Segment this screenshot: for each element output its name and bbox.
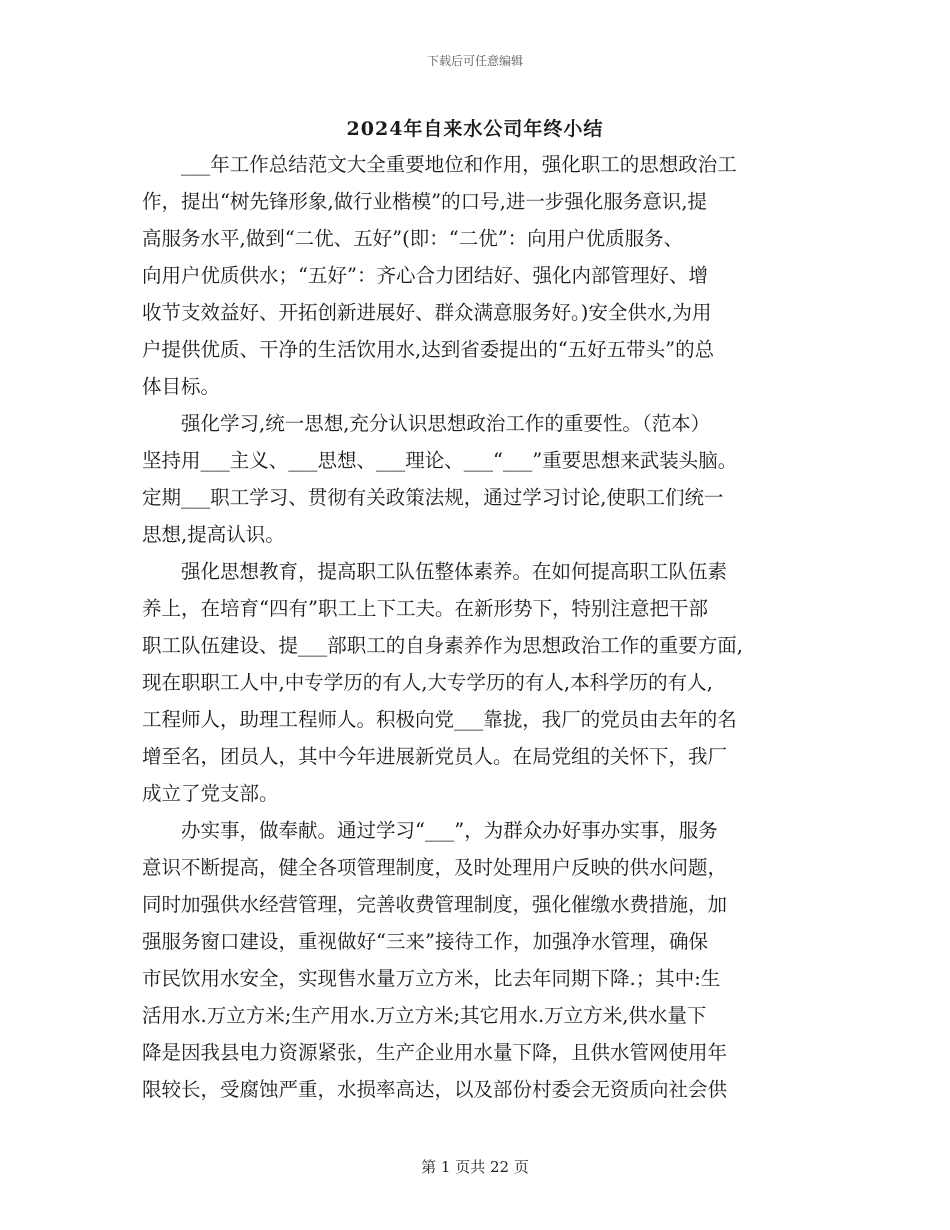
paragraph-line: 工程师人，助理工程师人。积极向党___靠拢，我厂的党员由去年的名 xyxy=(142,708,737,731)
paragraph xyxy=(142,146,807,405)
document-title: 2024年自来水公司年终小结 xyxy=(346,118,604,140)
paragraph-line: 高服务水平,做到“二优、五好”(即：“二优”：向用户优质服务、 xyxy=(142,227,684,250)
paragraph-line: 定期___职工学习、贯彻有关政策法规，通过学习讨论,使职工们统一 xyxy=(142,486,724,509)
paragraph-line: 思想,提高认识。 xyxy=(142,523,285,546)
paragraph-line: 意识不断提高，健全各项管理制度，及时处理用户反映的供水问题， xyxy=(142,856,728,879)
paragraph-line: 办实事，做奉献。通过学习“___”，为群众办好事办实事，服务 xyxy=(142,819,718,842)
paragraph-line: 现在职职工人中,中专学历的有人,大专学历的有人,本科学历的有人, xyxy=(142,671,713,694)
paragraph-line: 向用户优质供水；“五好”：齐心合力团结好、强化内部管理好、增 xyxy=(142,264,708,287)
paragraph-line: 强服务窗口建设，重视做好“三来”接待工作，加强净水管理，确保 xyxy=(142,930,708,953)
paragraph-line: 强化思想教育，提高职工队伍整体素养。在如何提高职工队伍素 xyxy=(142,560,728,583)
paragraph-line: 养上，在培育“四有”职工上下工夫。在新形势下，特别注意把干部 xyxy=(142,597,708,620)
paragraph-line: 市民饮用水安全，实现售水量万立方米，比去年同期下降.；其中:生 xyxy=(142,967,721,990)
paragraph-line: 作，提出“树先锋形象,做行业楷模”的口号,进一步强化服务意识,提 xyxy=(142,190,708,213)
page-header-note: 下载后可任意编辑 xyxy=(426,54,523,68)
paragraph-line: 职工队伍建设、提___部职工的自身素养作为思想政治工作的重要方面, xyxy=(142,634,743,657)
page-number: 第 1 页共 22 页 xyxy=(421,1158,529,1176)
paragraph xyxy=(142,405,807,553)
paragraph-line: 限较长，受腐蚀严重，水损率高达，以及部份村委会无资质向社会供 xyxy=(142,1078,728,1101)
document-body xyxy=(142,146,807,1108)
paragraph-line: 增至名，团员人，其中今年进展新党员人。在局党组的关怀下，我厂 xyxy=(142,745,728,768)
paragraph-line: 收节支效益好、开拓创新进展好、群众满意服务好。)安全供水,为用 xyxy=(142,301,712,324)
paragraph-line: 降是因我县电力资源紧张，生产企业用水量下降，且供水管网使用年 xyxy=(142,1041,728,1064)
paragraph-line: 户提供优质、干净的生活饮用水,达到省委提出的“五好五带头”的总 xyxy=(142,338,715,361)
paragraph xyxy=(142,553,807,812)
paragraph-line: 强化学习,统一思想,充分认识思想政治工作的重要性。（范本） xyxy=(142,412,711,435)
paragraph-line: ___年工作总结范文大全重要地位和作用，强化职工的思想政治工 xyxy=(142,153,737,176)
paragraph-line: 活用水.万立方米;生产用水.万立方米;其它用水.万立方米,供水量下 xyxy=(142,1004,707,1027)
paragraph-line: 坚持用___主义、___思想、___理论、___“___”重要思想来武装头脑。 xyxy=(142,449,738,472)
paragraph-line: 体目标。 xyxy=(142,375,221,398)
paragraph-line: 同时加强供水经营管理，完善收费管理制度，强化催缴水费措施，加 xyxy=(142,893,728,916)
paragraph xyxy=(142,812,807,1108)
paragraph-line: 成立了党支部。 xyxy=(142,782,279,805)
